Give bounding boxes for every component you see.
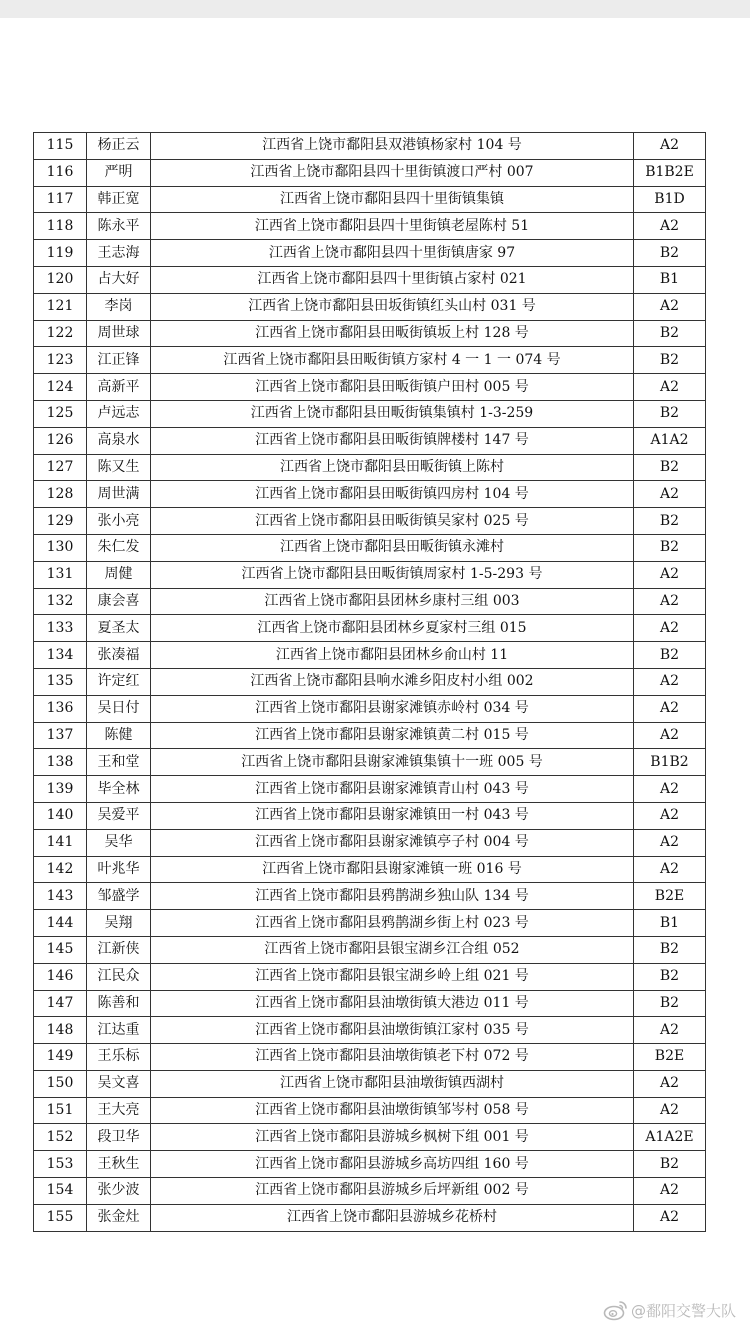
cell-name: 吴华 <box>87 829 151 856</box>
cell-name: 江民众 <box>87 963 151 990</box>
table-row <box>34 347 706 374</box>
cell-address: 江西省上饶市鄱阳县团林乡俞山村 11 <box>151 642 634 669</box>
table-row <box>34 722 706 749</box>
cell-number: 147 <box>34 990 87 1017</box>
cell-license-class: A2 <box>634 615 706 642</box>
table-row <box>34 668 706 695</box>
table-row <box>34 749 706 776</box>
table-row <box>34 240 706 267</box>
table-row <box>34 1178 706 1205</box>
cell-address: 江西省上饶市鄱阳县四十里街镇占家村 021 <box>151 266 634 293</box>
cell-license-class: B1B2 <box>634 749 706 776</box>
cell-name: 王志海 <box>87 240 151 267</box>
cell-license-class: B2 <box>634 320 706 347</box>
cell-license-class: A2 <box>634 213 706 240</box>
cell-address: 江西省上饶市鄱阳县四十里街镇集镇 <box>151 186 634 213</box>
table-row <box>34 802 706 829</box>
table-row <box>34 374 706 401</box>
cell-number: 118 <box>34 213 87 240</box>
cell-number: 134 <box>34 642 87 669</box>
cell-number: 142 <box>34 856 87 883</box>
cell-license-class: A2 <box>634 1070 706 1097</box>
table-row <box>34 856 706 883</box>
cell-number: 129 <box>34 508 87 535</box>
cell-name: 叶兆华 <box>87 856 151 883</box>
cell-name: 许定红 <box>87 668 151 695</box>
cell-name: 杨正云 <box>87 133 151 160</box>
cell-number: 145 <box>34 936 87 963</box>
cell-number: 116 <box>34 159 87 186</box>
cell-name: 陈又生 <box>87 454 151 481</box>
cell-license-class: A2 <box>634 561 706 588</box>
table-row <box>34 1097 706 1124</box>
table-row <box>34 1044 706 1071</box>
cell-number: 130 <box>34 534 87 561</box>
cell-number: 137 <box>34 722 87 749</box>
cell-license-class: A2 <box>634 1204 706 1231</box>
cell-number: 133 <box>34 615 87 642</box>
cell-address: 江西省上饶市鄱阳县四十里街镇渡口严村 007 <box>151 159 634 186</box>
weibo-watermark <box>603 1299 736 1321</box>
cell-license-class: B1D <box>634 186 706 213</box>
cell-number: 141 <box>34 829 87 856</box>
cell-name: 严明 <box>87 159 151 186</box>
cell-name: 周世满 <box>87 481 151 508</box>
table-row <box>34 936 706 963</box>
cell-name: 陈善和 <box>87 990 151 1017</box>
cell-name: 占大好 <box>87 266 151 293</box>
cell-name: 王乐标 <box>87 1044 151 1071</box>
cell-address: 江西省上饶市鄱阳县谢家滩镇黄二村 015 号 <box>151 722 634 749</box>
cell-license-class: B2E <box>634 883 706 910</box>
cell-number: 122 <box>34 320 87 347</box>
cell-license-class: B2E <box>634 1044 706 1071</box>
table-row <box>34 293 706 320</box>
cell-number: 140 <box>34 802 87 829</box>
table-row <box>34 642 706 669</box>
cell-license-class: B2 <box>634 534 706 561</box>
cell-name: 王大亮 <box>87 1097 151 1124</box>
cell-address: 江西省上饶市鄱阳县田畈街镇永滩村 <box>151 534 634 561</box>
cell-address: 江西省上饶市鄱阳县谢家滩镇集镇十一班 005 号 <box>151 749 634 776</box>
cell-address: 江西省上饶市鄱阳县银宝湖乡江合组 052 <box>151 936 634 963</box>
cell-name: 吴爱平 <box>87 802 151 829</box>
table-row <box>34 910 706 937</box>
cell-license-class: B2 <box>634 508 706 535</box>
table-row <box>34 776 706 803</box>
cell-address: 江西省上饶市鄱阳县田畈街镇方家村 4 一 1 一 074 号 <box>151 347 634 374</box>
cell-address: 江西省上饶市鄱阳县双港镇杨家村 104 号 <box>151 133 634 160</box>
cell-number: 115 <box>34 133 87 160</box>
cell-license-class: B2 <box>634 400 706 427</box>
cell-name: 周世球 <box>87 320 151 347</box>
cell-address: 江西省上饶市鄱阳县银宝湖乡岭上组 021 号 <box>151 963 634 990</box>
cell-address: 江西省上饶市鄱阳县谢家滩镇青山村 043 号 <box>151 776 634 803</box>
cell-license-class: A2 <box>634 588 706 615</box>
cell-address: 江西省上饶市鄱阳县响水滩乡阳皮村小组 002 <box>151 668 634 695</box>
cell-address: 江西省上饶市鄱阳县谢家滩镇一班 016 号 <box>151 856 634 883</box>
cell-name: 吴翔 <box>87 910 151 937</box>
cell-address: 江西省上饶市鄱阳县田畈街镇户田村 005 号 <box>151 374 634 401</box>
cell-address: 江西省上饶市鄱阳县田畈街镇坂上村 128 号 <box>151 320 634 347</box>
cell-number: 139 <box>34 776 87 803</box>
cell-address: 江西省上饶市鄱阳县田畈街镇吴家村 025 号 <box>151 508 634 535</box>
table-row <box>34 990 706 1017</box>
cell-address: 江西省上饶市鄱阳县田坂街镇红头山村 031 号 <box>151 293 634 320</box>
table-row <box>34 561 706 588</box>
cell-number: 151 <box>34 1097 87 1124</box>
cell-number: 155 <box>34 1204 87 1231</box>
cell-license-class: B2 <box>634 963 706 990</box>
table-row <box>34 1124 706 1151</box>
table-row <box>34 534 706 561</box>
cell-name: 张凑福 <box>87 642 151 669</box>
cell-license-class: A2 <box>634 293 706 320</box>
cell-address: 江西省上饶市鄱阳县四十里街镇老屋陈村 51 <box>151 213 634 240</box>
cell-number: 153 <box>34 1151 87 1178</box>
cell-license-class: A1A2 <box>634 427 706 454</box>
cell-address: 江西省上饶市鄱阳县团林乡康村三组 003 <box>151 588 634 615</box>
cell-name: 陈健 <box>87 722 151 749</box>
cell-name: 陈永平 <box>87 213 151 240</box>
cell-address: 江西省上饶市鄱阳县油墩街镇老下村 072 号 <box>151 1044 634 1071</box>
cell-license-class: B2 <box>634 936 706 963</box>
cell-license-class: B2 <box>634 240 706 267</box>
cell-name: 江新侠 <box>87 936 151 963</box>
cell-license-class: A2 <box>634 133 706 160</box>
cell-number: 125 <box>34 400 87 427</box>
cell-license-class: B2 <box>634 1151 706 1178</box>
cell-name: 夏圣太 <box>87 615 151 642</box>
cell-number: 138 <box>34 749 87 776</box>
table-row <box>34 159 706 186</box>
cell-number: 148 <box>34 1017 87 1044</box>
cell-name: 张金灶 <box>87 1204 151 1231</box>
cell-number: 149 <box>34 1044 87 1071</box>
table-row <box>34 615 706 642</box>
cell-address: 江西省上饶市鄱阳县游城乡高坊四组 160 号 <box>151 1151 634 1178</box>
cell-address: 江西省上饶市鄱阳县田畈街镇牌楼村 147 号 <box>151 427 634 454</box>
cell-number: 126 <box>34 427 87 454</box>
cell-license-class: A2 <box>634 1097 706 1124</box>
table-row <box>34 695 706 722</box>
cell-name: 毕全林 <box>87 776 151 803</box>
cell-name: 江达重 <box>87 1017 151 1044</box>
cell-number: 131 <box>34 561 87 588</box>
cell-license-class: A2 <box>634 829 706 856</box>
table-row <box>34 508 706 535</box>
table-row <box>34 588 706 615</box>
cell-address: 江西省上饶市鄱阳县田畈街镇集镇村 1-3-259 <box>151 400 634 427</box>
cell-number: 146 <box>34 963 87 990</box>
cell-name: 卢远志 <box>87 400 151 427</box>
cell-name: 朱仁发 <box>87 534 151 561</box>
cell-number: 123 <box>34 347 87 374</box>
cell-license-class: B1 <box>634 910 706 937</box>
table-row <box>34 454 706 481</box>
cell-number: 117 <box>34 186 87 213</box>
cell-address: 江西省上饶市鄱阳县游城乡花桥村 <box>151 1204 634 1231</box>
cell-license-class: A1A2E <box>634 1124 706 1151</box>
cell-address: 江西省上饶市鄱阳县田畈街镇四房村 104 号 <box>151 481 634 508</box>
cell-name: 王秋生 <box>87 1151 151 1178</box>
table-row <box>34 320 706 347</box>
cell-address: 江西省上饶市鄱阳县田畈街镇周家村 1-5-293 号 <box>151 561 634 588</box>
cell-number: 150 <box>34 1070 87 1097</box>
cell-number: 154 <box>34 1178 87 1205</box>
cell-license-class: A2 <box>634 802 706 829</box>
cell-address: 江西省上饶市鄱阳县游城乡枫树下组 001 号 <box>151 1124 634 1151</box>
table-row <box>34 1017 706 1044</box>
cell-license-class: A2 <box>634 1017 706 1044</box>
cell-address: 江西省上饶市鄱阳县谢家滩镇亭子村 004 号 <box>151 829 634 856</box>
cell-number: 127 <box>34 454 87 481</box>
cell-license-class: B1B2E <box>634 159 706 186</box>
table-row <box>34 1070 706 1097</box>
cell-license-class: B1 <box>634 266 706 293</box>
cell-address: 江西省上饶市鄱阳县油墩街镇大港边 011 号 <box>151 990 634 1017</box>
cell-license-class: A2 <box>634 1178 706 1205</box>
cell-license-class: B2 <box>634 454 706 481</box>
cell-address: 江西省上饶市鄱阳县油墩街镇江家村 035 号 <box>151 1017 634 1044</box>
table-row <box>34 829 706 856</box>
table-row <box>34 427 706 454</box>
cell-license-class: A2 <box>634 374 706 401</box>
cell-license-class: A2 <box>634 856 706 883</box>
cell-address: 江西省上饶市鄱阳县游城乡后坪新组 002 号 <box>151 1178 634 1205</box>
cell-address: 江西省上饶市鄱阳县谢家滩镇赤岭村 034 号 <box>151 695 634 722</box>
cell-name: 周健 <box>87 561 151 588</box>
license-record-table <box>33 132 706 1232</box>
cell-name: 张小亮 <box>87 508 151 535</box>
cell-address: 江西省上饶市鄱阳县鸦鹊湖乡独山队 134 号 <box>151 883 634 910</box>
cell-address: 江西省上饶市鄱阳县四十里街镇唐家 97 <box>151 240 634 267</box>
cell-name: 高新平 <box>87 374 151 401</box>
cell-address: 江西省上饶市鄱阳县田畈街镇上陈村 <box>151 454 634 481</box>
table-row <box>34 1204 706 1231</box>
cell-license-class: B2 <box>634 642 706 669</box>
cell-number: 144 <box>34 910 87 937</box>
weibo-icon <box>603 1299 629 1321</box>
table-body <box>34 133 706 1232</box>
table-row <box>34 400 706 427</box>
cell-name: 江正锋 <box>87 347 151 374</box>
cell-license-class: B2 <box>634 990 706 1017</box>
table-row <box>34 266 706 293</box>
cell-name: 王和堂 <box>87 749 151 776</box>
cell-license-class: A2 <box>634 695 706 722</box>
cell-address: 江西省上饶市鄱阳县油墩街镇西湖村 <box>151 1070 634 1097</box>
cell-name: 张少波 <box>87 1178 151 1205</box>
cell-name: 段卫华 <box>87 1124 151 1151</box>
cell-number: 128 <box>34 481 87 508</box>
cell-license-class: A2 <box>634 722 706 749</box>
cell-name: 高泉水 <box>87 427 151 454</box>
cell-name: 吴日付 <box>87 695 151 722</box>
cell-number: 143 <box>34 883 87 910</box>
cell-address: 江西省上饶市鄱阳县谢家滩镇田一村 043 号 <box>151 802 634 829</box>
cell-license-class: A2 <box>634 776 706 803</box>
table-row <box>34 1151 706 1178</box>
cell-number: 136 <box>34 695 87 722</box>
cell-address: 江西省上饶市鄱阳县油墩街镇邹岑村 058 号 <box>151 1097 634 1124</box>
cell-license-class: A2 <box>634 481 706 508</box>
watermark-text: @鄱阳交警大队 <box>630 1301 736 1320</box>
cell-name: 邹盛学 <box>87 883 151 910</box>
cell-number: 132 <box>34 588 87 615</box>
cell-name: 康会喜 <box>87 588 151 615</box>
cell-number: 135 <box>34 668 87 695</box>
table-row <box>34 213 706 240</box>
cell-number: 152 <box>34 1124 87 1151</box>
table-row <box>34 481 706 508</box>
cell-address: 江西省上饶市鄱阳县鸦鹊湖乡街上村 023 号 <box>151 910 634 937</box>
cell-number: 120 <box>34 266 87 293</box>
cell-number: 121 <box>34 293 87 320</box>
cell-name: 吴文喜 <box>87 1070 151 1097</box>
cell-license-class: A2 <box>634 668 706 695</box>
table-row <box>34 133 706 160</box>
cell-address: 江西省上饶市鄱阳县团林乡夏家村三组 015 <box>151 615 634 642</box>
cell-name: 李岗 <box>87 293 151 320</box>
cell-name: 韩正宽 <box>87 186 151 213</box>
table-row <box>34 186 706 213</box>
cell-license-class: B2 <box>634 347 706 374</box>
table-row <box>34 883 706 910</box>
cell-number: 119 <box>34 240 87 267</box>
top-status-bar <box>0 0 750 18</box>
cell-number: 124 <box>34 374 87 401</box>
table-row <box>34 963 706 990</box>
